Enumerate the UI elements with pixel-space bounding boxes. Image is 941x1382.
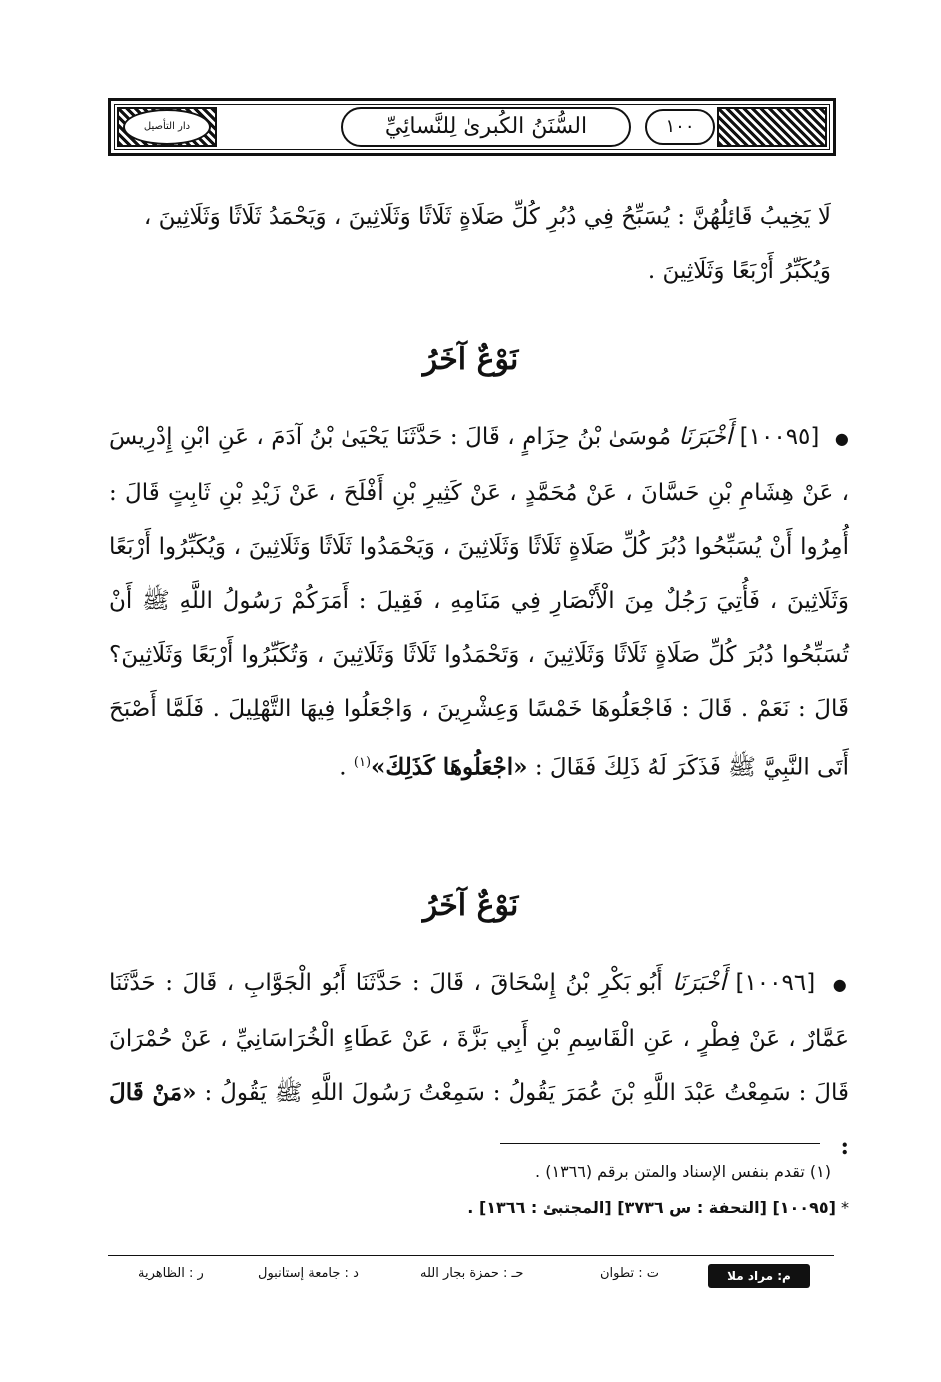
page-header: [108, 98, 836, 156]
bullet-icon: ●: [832, 975, 849, 994]
book-title: السُّنَنُ الكُبرىٰ لِلنَّسائِيِّ: [384, 114, 588, 139]
hadith-10095: [109, 410, 849, 795]
publisher-logo: دار التأصيل: [123, 109, 211, 145]
intro-line-2: وَيُكَبِّرُ أَرْبَعًا وَثَلَاثِينَ .: [647, 258, 831, 284]
hadith-end: .: [339, 754, 347, 781]
section-title-2: نَوْعٌ آخَرُ: [422, 888, 519, 923]
star-icon: *: [841, 1198, 849, 1217]
footnote-2: [109, 1194, 849, 1222]
footnote-1: (١) تقدم بنفس الإسناد والمتن برقم (١٣٦٦) .: [535, 1162, 831, 1181]
hadith-quote: «اجْعَلُوهَا كَذَلِكَ»: [371, 753, 528, 781]
footnote-marker[interactable]: (١): [353, 755, 372, 770]
hadith-number: [١٠٠٩٥]: [739, 424, 820, 450]
legend-tetouan: ت : تطوان: [600, 1266, 660, 1281]
akhbarana-label: أَخْبَرَنَا: [672, 970, 726, 996]
footnote-2-text: [١٠٠٩٥] [التحفة : س ٣٧٣٦] [المجتبئ : ١٣٦٦] .: [467, 1198, 836, 1217]
footnote-divider: [500, 1143, 820, 1144]
legend-badge-murad-mulla: م: مراد ملا: [708, 1264, 810, 1288]
intro-line-1: لَا يَخِيبُ قَائِلُهُنَّ : يُسَبِّحُ فِي دُبُرِ كُلِّ صَلَاةٍ ثَلَاثًا وَثَلَاثِينَ ، وَيَحْمَدُ ثَلَاثًا وَثَلَاثِينَ ،: [143, 204, 831, 230]
legend-istanbul: د : جامعة إستانبول: [258, 1266, 359, 1281]
legend-zahiriyya: ر : الظاهرية: [138, 1266, 204, 1281]
legend-hamza: حـ : حمزة بجار الله: [420, 1266, 524, 1281]
hadith-text: أَبُو بَكْرِ بْنُ إِسْحَاقَ ، قَالَ : حَدَّثَنَا أَبُو الْجَوَّابِ ، قَالَ : حَدَّثَنَا عَمَّارٌ ، عَنْ فِطْرٍ ، عَنِ الْقَاسِمِ بْنِ أَبِي بَزَّةَ ، عَنْ عَطَاءٍ الْخُرَاسَانِيِّ ، عَنْ حُمْرَانَ قَالَ : سَمِعْتُ عَبْدَ اللَّهِ بْنَ عُمَرَ يَقُولُ : سَمِعْتُ رَسُولَ اللَّهِ ﷺ يَقُولُ :: [109, 970, 849, 1106]
header-ornament-right: [717, 107, 827, 147]
page-number: ١٠٠: [665, 116, 695, 137]
bullet-icon: ●: [834, 429, 849, 448]
intro-paragraph: [109, 190, 831, 298]
hadith-number: [١٠٠٩٦]: [735, 970, 816, 996]
bottom-divider: [108, 1255, 834, 1256]
hadith-text: مُوسَىٰ بْنُ حِزَامٍ ، قَالَ : حَدَّثَنَا يَحْيَىٰ بْنُ آدَمَ ، عَنِ ابْنِ إِدْرِيسَ ، عَنْ هِشَامِ بْنِ حَسَّانَ ، عَنْ مُحَمَّدٍ ، عَنْ كَثِيرِ بْنِ أَفْلَحَ ، عَنْ زَيْدِ بْنِ ثَابِتٍ قَالَ : أُمِرُوا أَنْ يُسَبِّحُوا دُبُرَ كُلِّ صَلَاةٍ ثَلَاثًا وَثَلَاثِينَ ، وَيَحْمَدُوا ثَلَاثًا وَثَلَاثِينَ ، وَيُكَبِّرُوا أَرْبَعًا وَثَلَاثِينَ ، فَأُتِيَ رَجُلٌ مِنَ الْأَنْصَارِ فِي مَنَامِهِ ، فَقِيلَ : أَمَرَكُمْ رَسُولُ اللَّهِ ﷺ أَنْ تُسَبِّحُوا دُبُرَ كُلِّ صَلَاةٍ ثَلَاثًا وَثَلَاثِينَ ، وَتَحْمَدُوا ثَلَاثًا وَثَلَاثِينَ ، وَتُكَبِّرُوا أَرْبَعًا وَثَلَاثِينَ؟ قَالَ : نَعَمْ . قَالَ : فَاجْعَلُوهَا خَمْسًا وَعِشْرِينَ ، وَاجْعَلُوا فِيهَا التَّهْلِيلَ . فَلَمَّا أَصْبَحَ أَتَى النَّبِيَّ ﷺ فَذَكَرَ لَهُ ذَلِكَ فَقَالَ :: [109, 424, 849, 781]
hadith-10096: [109, 956, 849, 1174]
akhbarana-label: أَخْبَرَنَا: [678, 424, 733, 450]
hadith-quote: «مَنْ قَالَ :: [109, 1079, 849, 1160]
section-title-1: نَوْعٌ آخَرُ: [422, 342, 519, 377]
